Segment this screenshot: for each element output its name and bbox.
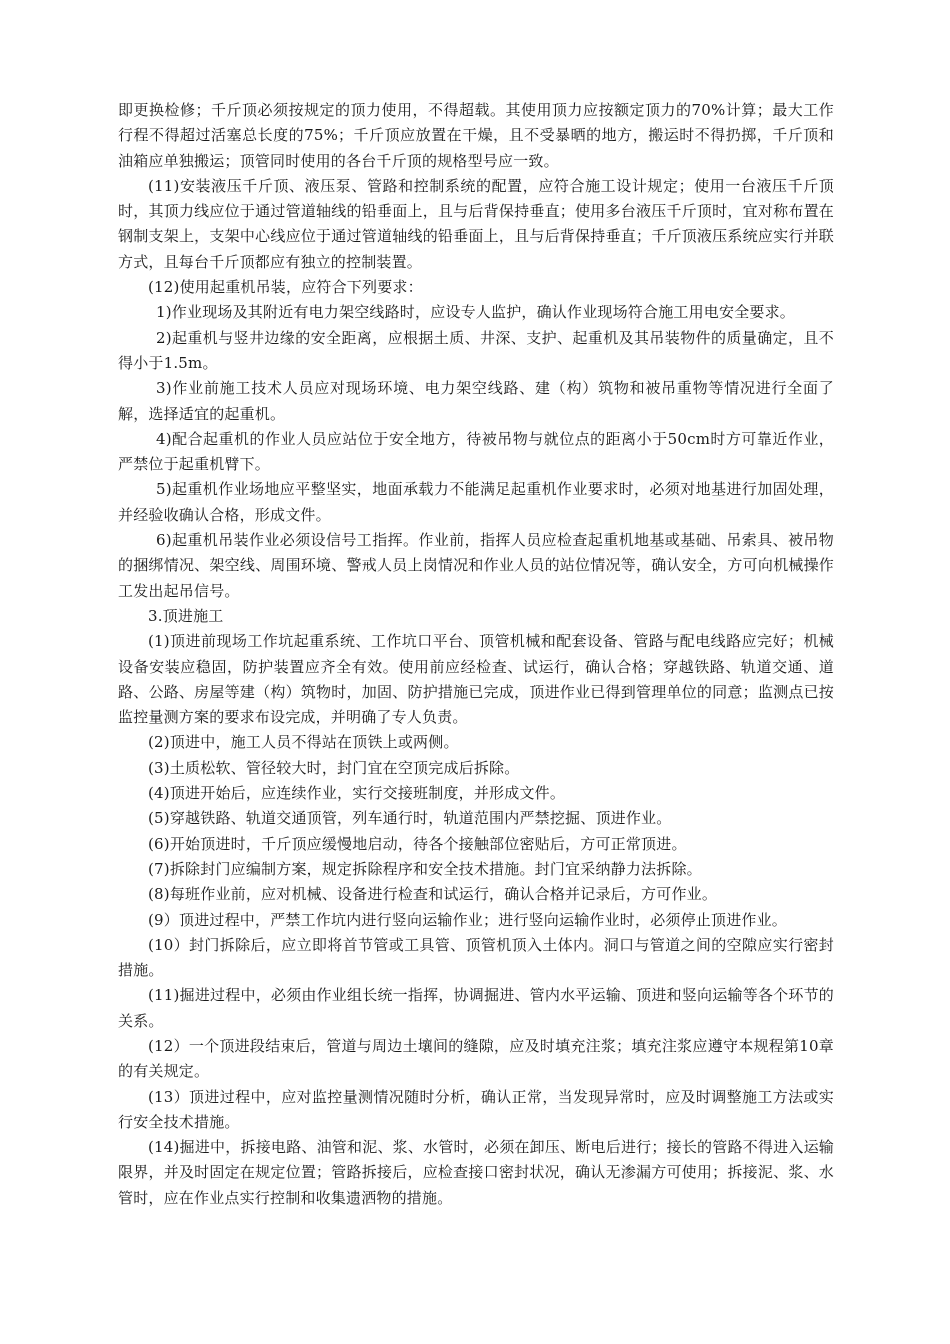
document-page xyxy=(118,98,834,1211)
paragraph-item-11b: (11)掘进过程中，必须由作业组长统一指挥，协调掘进、管内水平运输、顶进和竖向运输等各个环节的关系。 xyxy=(118,986,834,1030)
paragraph-item-11: (11)安装液压千斤顶、液压泵、管路和控制系统的配置，应符合施工设计规定；使用一台液压千斤顶时，其顶力线应位于通过管道轴线的铅垂面上，且与后背保持垂直；使用多台液压千斤顶时，宜对称布置在钢制支架上，支架中心线应位于通过管道轴线的铅垂面上，且与后背保持垂直；千斤顶液压系统应实行并联方式，且每台千斤顶都应有独立的控制装置。 xyxy=(118,176,834,271)
sub-item-5: 5)起重机作业场地应平整坚实，地面承载力不能满足起重机作业要求时，必须对地基进行加固处理，并经验收确认合格，形成文件。 xyxy=(118,480,834,524)
sub-item-4: 4)配合起重机的作业人员应站位于安全地方，待被吊物与就位点的距离小于50cm时方可靠近作业，严禁位于起重机臂下。 xyxy=(118,429,834,474)
paragraph-item-7: (7)拆除封门应编制方案，规定拆除程序和安全技术措施。封门宜采纳静力法拆除。 xyxy=(148,859,702,878)
paragraph-item-5: (5)穿越铁路、轨道交通顶管，列车通行时，轨道范围内严禁挖掘、顶进作业。 xyxy=(148,809,672,828)
paragraph-item-12: (12)使用起重机吊装，应符合下列要求： xyxy=(148,278,423,297)
sub-item-2: 2)起重机与竖井边缘的安全距离，应根据土质、井深、支护、起重机及其吊装物件的质量确定，且不得小于1.5m。 xyxy=(118,328,834,372)
paragraph-item-1: (1)顶进前现场工作坑起重系统、工作坑口平台、顶管机械和配套设备、管路与配电线路应完好；机械设备安装应稳固，防护装置应齐全有效。使用前应经检查、试运行，确认合格；穿越铁路、轨道交通、道路、公路、房屋等建（构）筑物时，加固、防护措施已完成，顶进作业已得到管理单位的同意；监测点已按监控量测方案的要求布设完成，并明确了专人负责。 xyxy=(118,632,834,727)
paragraph-item-3: (3)土质松软、管径较大时，封门宜在空顶完成后拆除。 xyxy=(148,758,520,777)
paragraph-continued: 即更换检修；千斤顶必须按规定的顶力使用，不得超载。其使用顶力应按额定顶力的70%计算；最大工作行程不得超过活塞总长度的75%；千斤顶应放置在干燥，且不受暴晒的地方，搬运时不得扔掷，千斤顶和油箱应单独搬运；顶管同时使用的各台千斤顶的规格型号应一致。 xyxy=(118,101,834,170)
paragraph-item-9: (9）顶进过程中，严禁工作坑内进行竖向运输作业；进行竖向运输作业时，必须停止顶进作业。 xyxy=(148,910,787,929)
sub-item-3: 3)作业前施工技术人员应对现场环境、电力架空线路、建（构）筑物和被吊重物等情况进行全面了解，选择适宜的起重机。 xyxy=(118,379,834,423)
paragraph-item-8: (8)每班作业前，应对机械、设备进行检查和试运行，确认合格并记录后，方可作业。 xyxy=(148,885,718,904)
paragraph-item-4: (4)顶进开始后，应连续作业，实行交接班制度，并形成文件。 xyxy=(148,784,566,803)
sub-item-6: 6)起重机吊装作业必须设信号工指挥。作业前，指挥人员应检查起重机地基或基础、吊索具、被吊物的捆绑情况、架空线、周围环境、警戒人员上岗情况和作业人员的站位情况等，确认安全，方可向机械操作工发出起吊信号。 xyxy=(118,531,834,600)
sub-item-1: 1)作业现场及其附近有电力架空线路时，应设专人监护，确认作业现场符合施工用电安全要求。 xyxy=(156,303,795,322)
paragraph-item-12b: (12）一个顶进段结束后，管道与周边土壤间的缝隙，应及时填充注浆；填充注浆应遵守本规程第10章的有关规定。 xyxy=(118,1036,834,1081)
paragraph-item-13: (13）顶进过程中，应对监控量测情况随时分析，确认正常，当发现异常时，应及时调整施工方法或实行安全技术措施。 xyxy=(118,1087,834,1131)
paragraph-item-14: (14)掘进中，拆接电路、油管和泥、浆、水管时，必须在卸压、断电后进行；接长的管路不得进入运输限界，并及时固定在规定位置；管路拆接后，应检查接口密封状况，确认无渗漏方可使用；拆接泥、浆、水管时，应在作业点实行控制和收集遗洒物的措施。 xyxy=(118,1138,834,1207)
paragraph-item-6: (6)开始顶进时，千斤顶应缓慢地启动，待各个接触部位密贴后，方可正常顶进。 xyxy=(148,834,687,853)
paragraph-item-10: (10）封门拆除后，应立即将首节管或工具管、顶管机顶入土体内。洞口与管道之间的空隙应实行密封措施。 xyxy=(118,935,834,980)
paragraph-item-2: (2)顶进中，施工人员不得站在顶铁上或两侧。 xyxy=(148,733,459,752)
section-heading: 3.顶进施工 xyxy=(148,606,224,625)
